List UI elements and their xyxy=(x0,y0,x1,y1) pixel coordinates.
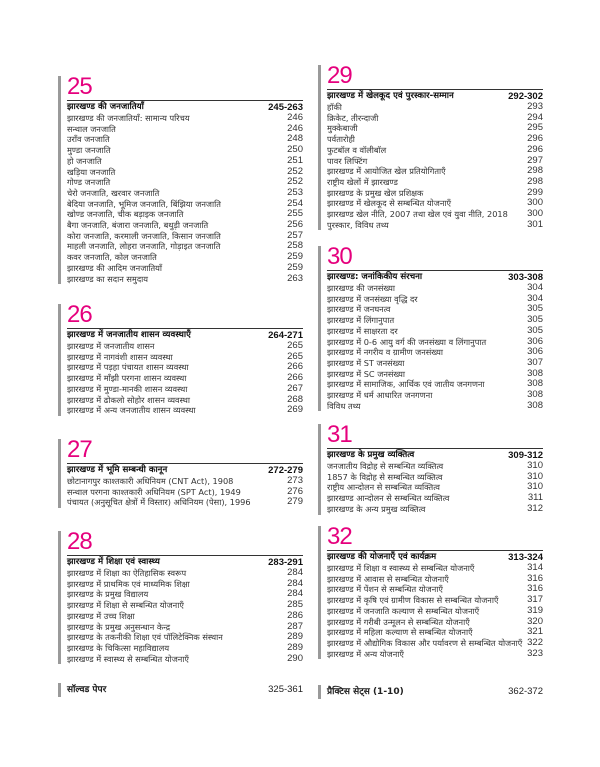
chapter-number: 25 xyxy=(67,73,92,100)
toc-entry-title: झारखण्ड में जनजाति कल्याण से सम्बन्धित योजनाएँ xyxy=(327,605,480,616)
toc-entry-page: 320 xyxy=(527,615,543,627)
toc-entry-page: 304 xyxy=(527,292,543,304)
toc-entry[interactable] xyxy=(327,379,543,390)
toc-entry[interactable] xyxy=(67,622,303,633)
toc-entry-page: 289 xyxy=(287,641,303,653)
toc-entry-title: झारखण्ड में लिंगानुपात xyxy=(327,315,395,326)
toc-entry-page: 322 xyxy=(527,636,543,648)
toc-entry-title: राष्ट्रीय खेलों में झारखण्ड xyxy=(327,176,398,187)
toc-entry-page: 310 xyxy=(527,481,543,493)
toc-entry-title: गोण्ड जनजाति xyxy=(67,177,111,188)
toc-entry[interactable] xyxy=(67,145,303,156)
toc-entry-title: झारखण्ड में SC जनसंख्या xyxy=(327,368,406,379)
toc-entry-page: 293 xyxy=(527,101,543,112)
toc-entry-page: 289 xyxy=(287,631,303,643)
chapter-number: 32 xyxy=(327,523,352,550)
toc-entry[interactable] xyxy=(67,134,303,145)
toc-entry-title: झारखण्ड में ढोकलो सोहोर शासन व्यवस्था xyxy=(67,394,190,405)
toc-entry[interactable] xyxy=(67,352,303,363)
toc-entry[interactable] xyxy=(327,482,543,493)
toc-entry-page: 300 xyxy=(527,208,543,220)
toc-entry[interactable] xyxy=(67,405,303,416)
toc-entry-title: झारखण्ड में अन्य योजनाएँ xyxy=(327,648,404,659)
toc-entry-page: 258 xyxy=(287,240,303,252)
toc-entry[interactable] xyxy=(327,294,543,305)
toc-entry-title: मुक्केबाजी xyxy=(327,123,358,134)
toc-entry-page: 305 xyxy=(527,303,543,315)
toc-entry-page: 266 xyxy=(287,361,303,373)
toc-entry-title: माहली जनजाति, लोहरा जनजाति, गोड़ाइत जनजाति xyxy=(67,241,221,252)
toc-entry-title: झारखण्ड में शिक्षा व स्वास्थ्य से सम्बन्धित योजनाएँ xyxy=(327,563,475,573)
toc-entry[interactable] xyxy=(67,209,303,220)
toc-entry[interactable] xyxy=(67,600,303,611)
toc-entry[interactable] xyxy=(67,487,303,498)
toc-entry-page: 263 xyxy=(287,272,303,284)
toc-entry-title: झारखण्ड में नगरीय व ग्रामीण जनसंख्या xyxy=(327,347,443,358)
toc-entry[interactable] xyxy=(327,493,543,504)
solved-papers-title: सॉल्वड पेपर xyxy=(67,685,107,695)
toc-entry-title: झारखण्ड में गरीबी उन्मूलन से सम्बन्धित योजनाएँ xyxy=(327,616,470,627)
toc-entry[interactable] xyxy=(67,568,303,579)
toc-entry[interactable] xyxy=(327,134,543,145)
toc-entry-page: 300 xyxy=(527,197,543,209)
toc-entry[interactable] xyxy=(327,304,543,315)
chapter-title: झारखण्ड की योजनाएँ एवं कार्यक्रम xyxy=(327,552,437,562)
toc-entry-page: 265 xyxy=(287,350,303,362)
toc-entry-page: 304 xyxy=(527,282,543,293)
chapter-title: झारखण्ड के प्रमुख व्यक्तित्व xyxy=(327,450,415,460)
toc-entry-title: झारखण्ड में 0-6 आयु वर्ग की जनसंख्या व लिंगानुपात xyxy=(327,336,487,347)
toc-entry-page: 297 xyxy=(527,154,543,166)
toc-entry-page: 259 xyxy=(287,251,303,263)
toc-entry-page: 296 xyxy=(527,143,543,155)
chapter-number: 30 xyxy=(327,243,352,270)
toc-entry-title: उराँव जनजाति xyxy=(67,134,110,145)
chapter-25 xyxy=(58,73,303,284)
toc-entry-title: झारखण्ड में आवास से सम्बन्धित योजनाएँ xyxy=(327,573,449,584)
chapter-number: 27 xyxy=(67,436,92,463)
toc-entry-page: 308 xyxy=(527,389,543,401)
toc-entry-title: झारखण्ड में जनघनत्व xyxy=(327,304,391,315)
chapter-number: 26 xyxy=(67,301,92,328)
toc-entry-title: खड़िया जनजाति xyxy=(67,166,116,177)
toc-entry-page: 250 xyxy=(287,144,303,156)
toc-entry[interactable] xyxy=(67,654,303,665)
toc-entry-title: झारखण्ड में आयोजित खेल प्रतियोगिताएँ xyxy=(327,166,446,177)
toc-entry[interactable] xyxy=(327,574,543,585)
toc-entry[interactable] xyxy=(327,166,543,177)
toc-entry[interactable] xyxy=(67,199,303,210)
toc-entry-page: 295 xyxy=(527,122,543,134)
toc-entry-page: 266 xyxy=(287,372,303,384)
chapter-26 xyxy=(58,301,303,416)
chapter-heading[interactable] xyxy=(67,463,303,476)
toc-entry[interactable] xyxy=(327,461,543,472)
chapter-pages: 292-302 xyxy=(508,91,543,102)
toc-entry[interactable] xyxy=(327,390,543,401)
toc-entry-page: 269 xyxy=(287,404,303,416)
chapter-title: झारखण्ड में भूमि सम्बन्धी कानून xyxy=(67,465,168,475)
toc-entry-title: झारखण्ड में प्राथमिक एवं माध्यमिक शिक्षा xyxy=(67,578,190,589)
chapter-29 xyxy=(318,62,543,230)
toc-entry[interactable] xyxy=(327,283,543,294)
toc-entry[interactable] xyxy=(327,369,543,380)
toc-entry-page: 316 xyxy=(527,572,543,584)
chapter-28 xyxy=(58,528,303,664)
toc-entry-page: 294 xyxy=(527,111,543,123)
toc-entry[interactable] xyxy=(67,362,303,373)
toc-entry-title: खोण्ड जनजाति, चीक बड़ाइक जनजाति xyxy=(67,209,184,220)
toc-entry[interactable] xyxy=(327,563,543,574)
toc-entry-title: सन्थाल परगना काश्तकारी अधिनियम (SPT Act), 1949 xyxy=(67,486,241,497)
chapter-pages: 245-263 xyxy=(268,102,303,113)
toc-entry-title: झारखण्ड के अन्य प्रमुख व्यक्तित्व xyxy=(327,503,426,514)
toc-entry-page: 314 xyxy=(527,562,543,573)
toc-entry-title: झारखण्ड में शिक्षा का ऐतिहासिक स्वरूप xyxy=(67,568,187,578)
solved-papers-entry[interactable] xyxy=(58,683,303,697)
chapter-title: झारखण्ड में खेलकूद एवं पुरस्कार-सम्मान xyxy=(327,91,454,101)
toc-entry-page: 257 xyxy=(287,229,303,241)
toc-entry-title: छोटानागपुर काश्तकारी अधिनियम (CNT Act), 1908 xyxy=(67,476,234,486)
toc-entry-title: झारखण्ड की आदिम जनजातियाँ xyxy=(67,262,163,273)
chapter-heading[interactable] xyxy=(67,100,303,113)
toc-entry-page: 246 xyxy=(287,112,303,123)
toc-entry-page: 310 xyxy=(527,470,543,482)
chapter-heading[interactable] xyxy=(327,448,543,461)
toc-entry[interactable] xyxy=(327,606,543,617)
toc-entry[interactable] xyxy=(327,220,543,231)
toc-entry-title: झारखण्ड में पेंशन से सम्बन्धित योजनाएँ xyxy=(327,584,443,595)
toc-entry-title: झारखण्ड के प्रमुख विद्यालय xyxy=(67,589,149,600)
toc-entry-title: 1857 के विद्रोह से सम्बन्धित व्यक्तित्व xyxy=(327,471,443,482)
toc-entry-title: विविध तथ्य xyxy=(327,400,361,411)
toc-entry-page: 267 xyxy=(287,382,303,394)
toc-entry-title: झारखण्ड में साक्षरता दर xyxy=(327,325,398,336)
toc-entry-title: पावर लिफ्टिंग xyxy=(327,155,368,166)
toc-entry-page: 307 xyxy=(527,356,543,368)
toc-entry-title: हो जनजाति xyxy=(67,155,102,166)
toc-entry[interactable] xyxy=(327,326,543,337)
toc-entry-title: झारखण्ड में अन्य जनजातीय शासन व्यवस्था xyxy=(67,405,196,416)
toc-entry-page: 299 xyxy=(527,186,543,198)
toc-entry-title: फुटबॉल व वॉलीबॉल xyxy=(327,144,387,155)
toc-entry[interactable] xyxy=(67,274,303,285)
chapter-32 xyxy=(318,523,543,659)
practice-sets-title: प्रैक्टिस सेट्स (1-10) xyxy=(327,687,404,697)
toc-entry-page: 284 xyxy=(287,567,303,578)
toc-entry-page: 265 xyxy=(287,340,303,351)
toc-entry-title: कोरा जनजाति, करमाली जनजाति, किसान जनजाति xyxy=(67,230,221,241)
toc-entry[interactable] xyxy=(67,632,303,643)
toc-entry-page: 285 xyxy=(287,599,303,611)
toc-entry-page: 273 xyxy=(287,475,303,486)
toc-entry[interactable] xyxy=(327,315,543,326)
toc-entry-title: झारखण्ड के प्रमुख खेल प्रशिक्षक xyxy=(327,187,424,198)
toc-entry-page: 298 xyxy=(527,175,543,187)
toc-entry-page: 276 xyxy=(287,485,303,497)
toc-entry-title: झारखण्ड में ST जनसंख्या xyxy=(327,357,405,368)
chapter-pages: 272-279 xyxy=(268,465,303,476)
toc-entry-page: 287 xyxy=(287,620,303,632)
toc-entry[interactable] xyxy=(327,156,543,167)
toc-entry-page: 284 xyxy=(287,588,303,600)
chapter-title: झारखण्ड में शिक्षा एवं स्वास्थ्य xyxy=(67,557,160,567)
toc-entry[interactable] xyxy=(67,476,303,487)
toc-entry[interactable] xyxy=(67,643,303,654)
toc-entry-page: 308 xyxy=(527,378,543,390)
toc-entry-title: बैगा जनजाति, बंजारा जनजाति, बथुड़ी जनजाति xyxy=(67,220,209,231)
toc-entry[interactable] xyxy=(327,102,543,113)
toc-entry-title: हॉकी xyxy=(327,102,342,112)
toc-entry-page: 308 xyxy=(527,399,543,411)
chapter-27 xyxy=(58,436,303,508)
toc-entry-page: 316 xyxy=(527,583,543,595)
toc-entry[interactable] xyxy=(327,472,543,483)
toc-entry-title: पुरस्कार, विविध तथ्य xyxy=(327,219,389,230)
toc-entry-page: 321 xyxy=(527,626,543,638)
toc-entry-title: झारखण्ड में माँझी परगना शासन व्यवस्था xyxy=(67,373,187,384)
toc-entry[interactable] xyxy=(67,611,303,622)
chapter-pages: 313-324 xyxy=(508,552,543,563)
chapter-number: 29 xyxy=(327,62,352,89)
toc-entry[interactable] xyxy=(327,401,543,412)
chapter-heading[interactable] xyxy=(327,89,543,102)
toc-entry[interactable] xyxy=(67,220,303,231)
toc-entry-title: झारखण्ड का सदान समुदाय xyxy=(67,273,149,284)
toc-entry-title: चेरो जनजाति, खरवार जनजाति xyxy=(67,187,160,198)
toc-entry-page: 308 xyxy=(527,367,543,379)
toc-entry[interactable] xyxy=(327,595,543,606)
toc-entry-page: 312 xyxy=(527,502,543,514)
toc-entry[interactable] xyxy=(67,113,303,124)
toc-entry-page: 284 xyxy=(287,577,303,589)
chapter-pages: 309-312 xyxy=(508,450,543,461)
toc-entry[interactable] xyxy=(67,384,303,395)
toc-entry[interactable] xyxy=(67,188,303,199)
toc-entry-title: बेदिया जनजाति, भूमिज जनजाति, बिंझिया जनजाति xyxy=(67,198,221,209)
toc-entry-title: राष्ट्रीय आन्दोलन से सम्बन्धित व्यक्तित्व xyxy=(327,482,440,493)
chapter-heading[interactable] xyxy=(67,555,303,568)
toc-entry[interactable] xyxy=(327,123,543,134)
toc-entry[interactable] xyxy=(67,589,303,600)
toc-entry[interactable] xyxy=(327,177,543,188)
toc-entry-title: झारखण्ड में उच्च शिक्षा xyxy=(67,610,135,621)
chapter-title: झारखण्ड की जनजातियाँ xyxy=(67,102,144,112)
solved-papers-pages: 325-361 xyxy=(268,684,303,695)
toc-entry[interactable] xyxy=(327,145,543,156)
chapter-number: 31 xyxy=(327,421,352,448)
toc-entry-title: झारखण्ड में स्वास्थ्य से सम्बन्धित योजनाएँ xyxy=(67,653,189,664)
toc-entry[interactable] xyxy=(67,156,303,167)
toc-entry[interactable] xyxy=(67,252,303,263)
chapter-pages: 283-291 xyxy=(268,557,303,568)
chapter-30 xyxy=(318,243,543,411)
toc-entry-title: झारखण्ड में औद्योगिक विकास और पर्यावरण से सम्बन्धित योजनाएँ xyxy=(327,637,523,648)
chapter-heading[interactable] xyxy=(327,550,543,563)
chapter-heading[interactable] xyxy=(67,328,303,341)
toc-entry-page: 279 xyxy=(287,496,303,508)
toc-entry[interactable] xyxy=(327,358,543,369)
toc-entry-page: 311 xyxy=(527,492,543,504)
toc-entry[interactable] xyxy=(327,584,543,595)
toc-entry-page: 310 xyxy=(527,460,543,471)
toc-entry[interactable] xyxy=(67,497,303,508)
chapter-title: झारखण्ड में जनजातीय शासन व्यवस्थाएँ xyxy=(67,330,191,340)
toc-entry[interactable] xyxy=(327,504,543,515)
toc-entry-title: जनजातीय विद्रोह से सम्बन्धित व्यक्तित्व xyxy=(327,461,444,471)
toc-entry-page: 323 xyxy=(527,647,543,659)
toc-entry[interactable] xyxy=(327,347,543,358)
toc-entry-page: 286 xyxy=(287,609,303,621)
toc-entry-title: झारखण्ड की जनसंख्या xyxy=(327,283,396,293)
toc-entry[interactable] xyxy=(67,579,303,590)
toc-entry[interactable] xyxy=(67,341,303,352)
toc-entry[interactable] xyxy=(67,231,303,242)
toc-entry-page: 259 xyxy=(287,261,303,273)
toc-entry-page: 290 xyxy=(287,652,303,664)
chapter-number: 28 xyxy=(67,528,92,555)
toc-entry-page: 268 xyxy=(287,393,303,405)
toc-entry-title: क्रिकेट, तीरन्दाजी xyxy=(327,112,379,123)
toc-entry-title: कवर जनजाति, कोल जनजाति xyxy=(67,252,157,263)
toc-entry-title: झारखण्ड के प्रमुख अनुसन्धान केन्द्र xyxy=(67,621,171,632)
toc-entry-title: झारखण्ड खेल नीति, 2007 तथा खेल एवं युवा नीति, 2018 xyxy=(327,209,508,220)
toc-entry-title: झारखण्ड में नागवंशी शासन व्यवस्था xyxy=(67,351,173,362)
toc-entry-title: झारखण्ड में शिक्षा से सम्बन्धित योजनाएँ xyxy=(67,600,184,611)
toc-entry[interactable] xyxy=(67,263,303,274)
toc-entry[interactable] xyxy=(67,373,303,384)
toc-entry-page: 317 xyxy=(527,594,543,606)
toc-entry[interactable] xyxy=(67,395,303,406)
toc-entry[interactable] xyxy=(327,188,543,199)
toc-entry-page: 246 xyxy=(287,122,303,134)
toc-entry[interactable] xyxy=(327,198,543,209)
toc-entry-page: 248 xyxy=(287,133,303,145)
toc-entry-title: मुण्डा जनजाति xyxy=(67,145,111,156)
toc-entry-page: 253 xyxy=(287,186,303,198)
toc-entry-page: 305 xyxy=(527,314,543,326)
toc-entry-title: झारखण्ड में जनजातीय शासन xyxy=(67,341,155,351)
toc-entry[interactable] xyxy=(67,124,303,135)
toc-entry-page: 251 xyxy=(287,154,303,166)
toc-entry[interactable] xyxy=(67,177,303,188)
chapter-title: झारखण्ड: जनांकिकीय संरचना xyxy=(327,272,423,282)
toc-entry-title: सन्थाल जनजाति xyxy=(67,123,116,134)
toc-entry-page: 306 xyxy=(527,335,543,347)
toc-entry-page: 301 xyxy=(527,218,543,230)
toc-entry[interactable] xyxy=(327,649,543,660)
toc-entry[interactable] xyxy=(327,638,543,649)
toc-entry-page: 255 xyxy=(287,208,303,220)
toc-entry-page: 252 xyxy=(287,176,303,188)
toc-entry-title: झारखण्ड के तकनीकी शिक्षा एवं पॉलिटेक्निक संस्थान xyxy=(67,632,223,643)
toc-entry-page: 254 xyxy=(287,197,303,209)
toc-entry[interactable] xyxy=(327,113,543,124)
toc-entry-page: 306 xyxy=(527,346,543,358)
toc-entry[interactable] xyxy=(327,627,543,638)
toc-entry-title: झारखण्ड में खेलकूद से सम्बन्धित योजनाएँ xyxy=(327,198,452,209)
toc-entry-title: झारखण्ड में सामाजिक, आर्थिक एवं जातीय जनगणना xyxy=(327,379,485,390)
toc-entry-title: झारखण्ड में कृषि एवं ग्रामीण विकास से सम्बन्धित योजनाएँ xyxy=(327,595,499,606)
toc-entry[interactable] xyxy=(67,167,303,178)
toc-entry-page: 256 xyxy=(287,219,303,231)
toc-entry-title: झारखण्ड के चिकित्सा महाविद्यालय xyxy=(67,642,170,653)
toc-entry-title: झारखण्ड में जनसंख्या वृद्धि दर xyxy=(327,293,418,304)
toc-entry-title: झारखण्ड की जनजातियाँ: सामान्य परिचय xyxy=(67,113,190,123)
toc-entry[interactable] xyxy=(327,337,543,348)
chapter-heading[interactable] xyxy=(327,270,543,283)
toc-entry-page: 298 xyxy=(527,165,543,177)
toc-entry-title: झारखण्ड में मुण्डा-मानकी शासन व्यवस्था xyxy=(67,383,188,394)
chapter-31 xyxy=(318,421,543,515)
toc-entry-page: 305 xyxy=(527,324,543,336)
toc-entry-title: पंचायत (अनुसूचित क्षेत्रों में विस्तार) अधिनियम (पेसा), 1996 xyxy=(67,497,251,508)
toc-entry-title: झारखण्ड आन्दोलन से सम्बन्धित व्यक्तित्व xyxy=(327,493,450,504)
practice-sets-entry[interactable] xyxy=(318,685,543,699)
toc-entry-title: झारखण्ड में पड़हा पंचायत शासन व्यवस्था xyxy=(67,362,189,373)
toc-entry[interactable] xyxy=(327,209,543,220)
chapter-pages: 264-271 xyxy=(268,330,303,341)
practice-sets-pages: 362-372 xyxy=(508,686,543,697)
chapter-pages: 303-308 xyxy=(508,272,543,283)
toc-entry-title: झारखण्ड में महिला कल्याण से सम्बन्धित योजनाएँ xyxy=(327,627,473,638)
toc-entry-title: पर्वतारोही xyxy=(327,134,355,145)
toc-entry-page: 252 xyxy=(287,165,303,177)
toc-entry[interactable] xyxy=(327,617,543,628)
toc-entry[interactable] xyxy=(67,241,303,252)
toc-entry-page: 296 xyxy=(527,133,543,145)
toc-entry-title: झारखण्ड में धर्म आधारित जनगणना xyxy=(327,390,433,401)
toc-entry-page: 319 xyxy=(527,604,543,616)
